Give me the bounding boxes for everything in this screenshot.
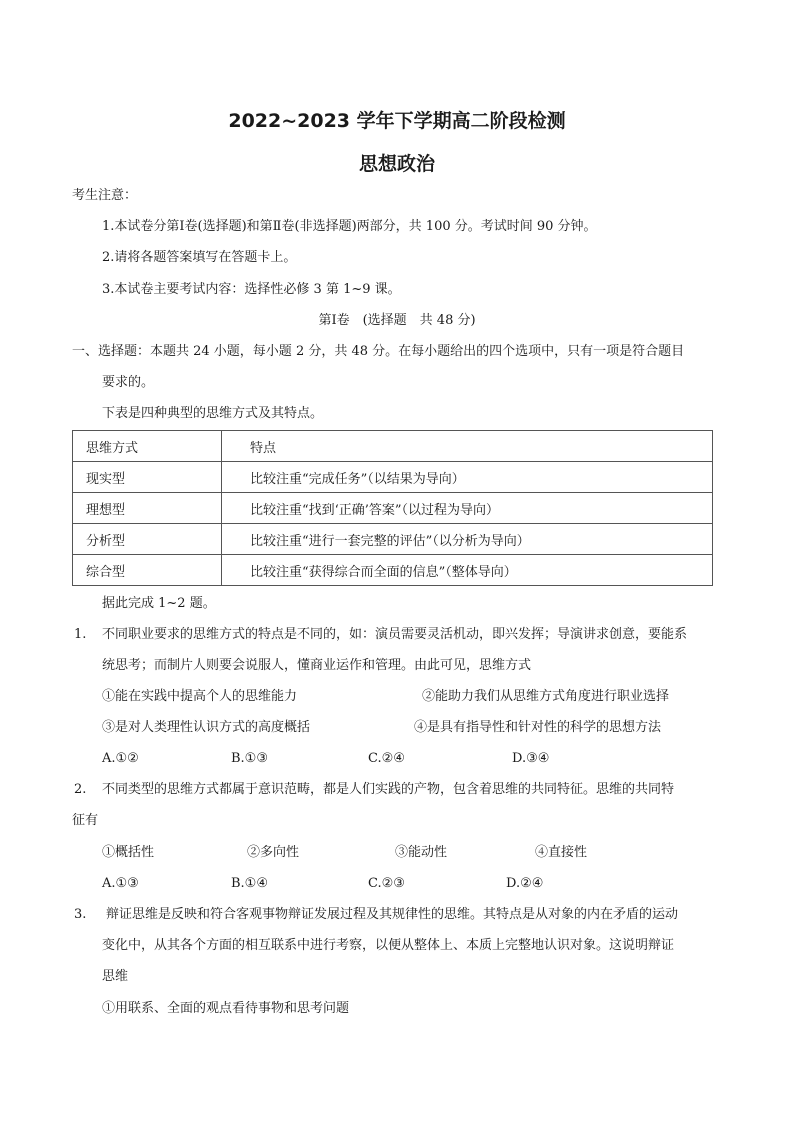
question-1-item-3: ③是对人类理性认识方式的高度概括 [102,720,311,735]
table-cell: 比较注重“找到‘正确’答案”（以过程为导向） [222,493,713,524]
part1-heading: 第Ⅰ卷 (选择题 共 48 分) [318,313,476,328]
table-row [73,524,713,555]
question-2-option-b: B.①④ [231,876,268,891]
notice-item-1: 1.本试卷分第Ⅰ卷(选择题)和第Ⅱ卷(非选择题)两部分，共 100 分。考试时间 90 分钟。 [102,219,597,234]
question-1-item-2: ②能助力我们从思维方式角度进行职业选择 [422,689,670,704]
question-2-number: 2. [74,782,87,797]
question-1-option-c: C.②④ [368,751,405,766]
table-row [73,493,713,524]
exam-title: 2022~2023 学年下学期高二阶段检测 [228,110,566,132]
table-cell: 比较注重“完成任务”（以结果为导向） [222,462,713,493]
notice-heading: 考生注意： [72,188,138,203]
question-1-option-b: B.①③ [231,751,268,766]
table-cell: 比较注重“获得综合而全面的信息”（整体导向） [222,555,713,586]
table-header-row [73,431,713,462]
question-1-stem-line2: 统思考；而制片人则要会说服人，懂商业运作和管理。由此可见，思维方式 [102,658,532,673]
question-2-option-d: D.②④ [506,876,544,891]
material-after: 据此完成 1~2 题。 [102,596,216,611]
question-2-option-a: A.①③ [102,876,139,891]
thinking-types-table [72,430,713,586]
table-cell: 现实型 [73,462,222,493]
question-1-item-4: ④是具有指导性和针对性的科学的思想方法 [414,720,662,735]
question-2-item-2: ②多向性 [247,845,300,860]
question-2-item-3: ③能动性 [395,845,448,860]
question-2-item-1: ①概括性 [102,845,155,860]
question-3-item-1: ①用联系、全面的观点看待事物和思考问题 [102,1001,350,1016]
table-header-cell: 特点 [222,431,713,462]
question-1-number: 1. [74,627,87,642]
section-instruction-line2: 要求的。 [102,375,155,390]
material-intro: 下表是四种典型的思维方式及其特点。 [102,406,324,421]
section-instruction-line1: 一、选择题：本题共 24 小题，每小题 2 分，共 48 分。在每小题给出的四个选项中，只有一项是符合题目 [72,344,685,359]
table-cell: 理想型 [73,493,222,524]
table-cell: 比较注重“进行一套完整的评估”（以分析为导向） [222,524,713,555]
question-1-stem-line1: 不同职业要求的思维方式的特点是不同的，如：演员需要灵活机动，即兴发挥；导演讲求创意，要能系 [102,627,688,642]
question-3-stem-line3: 思维 [102,969,129,984]
table-cell: 分析型 [73,524,222,555]
subject-title: 思想政治 [358,153,435,175]
table-row [73,555,713,586]
question-2-option-c: C.②③ [368,876,405,891]
table-row [73,462,713,493]
question-2-stem-line2: 征有 [72,813,99,828]
question-3-stem-line1: 辩证思维是反映和符合客观事物辩证发展过程及其规律性的思维。其特点是从对象的内在矛盾的运动 [106,907,679,922]
question-1-item-1: ①能在实践中提高个人的思维能力 [102,689,298,704]
question-2-stem-line1: 不同类型的思维方式都属于意识范畴，都是人们实践的产物，包含着思维的共同特征。思维的共同特 [102,782,675,797]
question-3-number: 3. [74,907,87,922]
question-2-item-4: ④直接性 [535,845,588,860]
notice-item-2: 2.请将各题答案填写在答题卡上。 [102,250,297,265]
question-1-option-d: D.③④ [512,751,550,766]
question-1-option-a: A.①② [102,751,139,766]
notice-item-3: 3.本试卷主要考试内容：选择性必修 3 第 1~9 课。 [102,282,401,297]
table-cell: 综合型 [73,555,222,586]
table-header-cell: 思维方式 [73,431,222,462]
question-3-stem-line2: 变化中，从其各个方面的相互联系中进行考察，以便从整体上、本质上完整地认识对象。这说明辩证 [102,938,675,953]
